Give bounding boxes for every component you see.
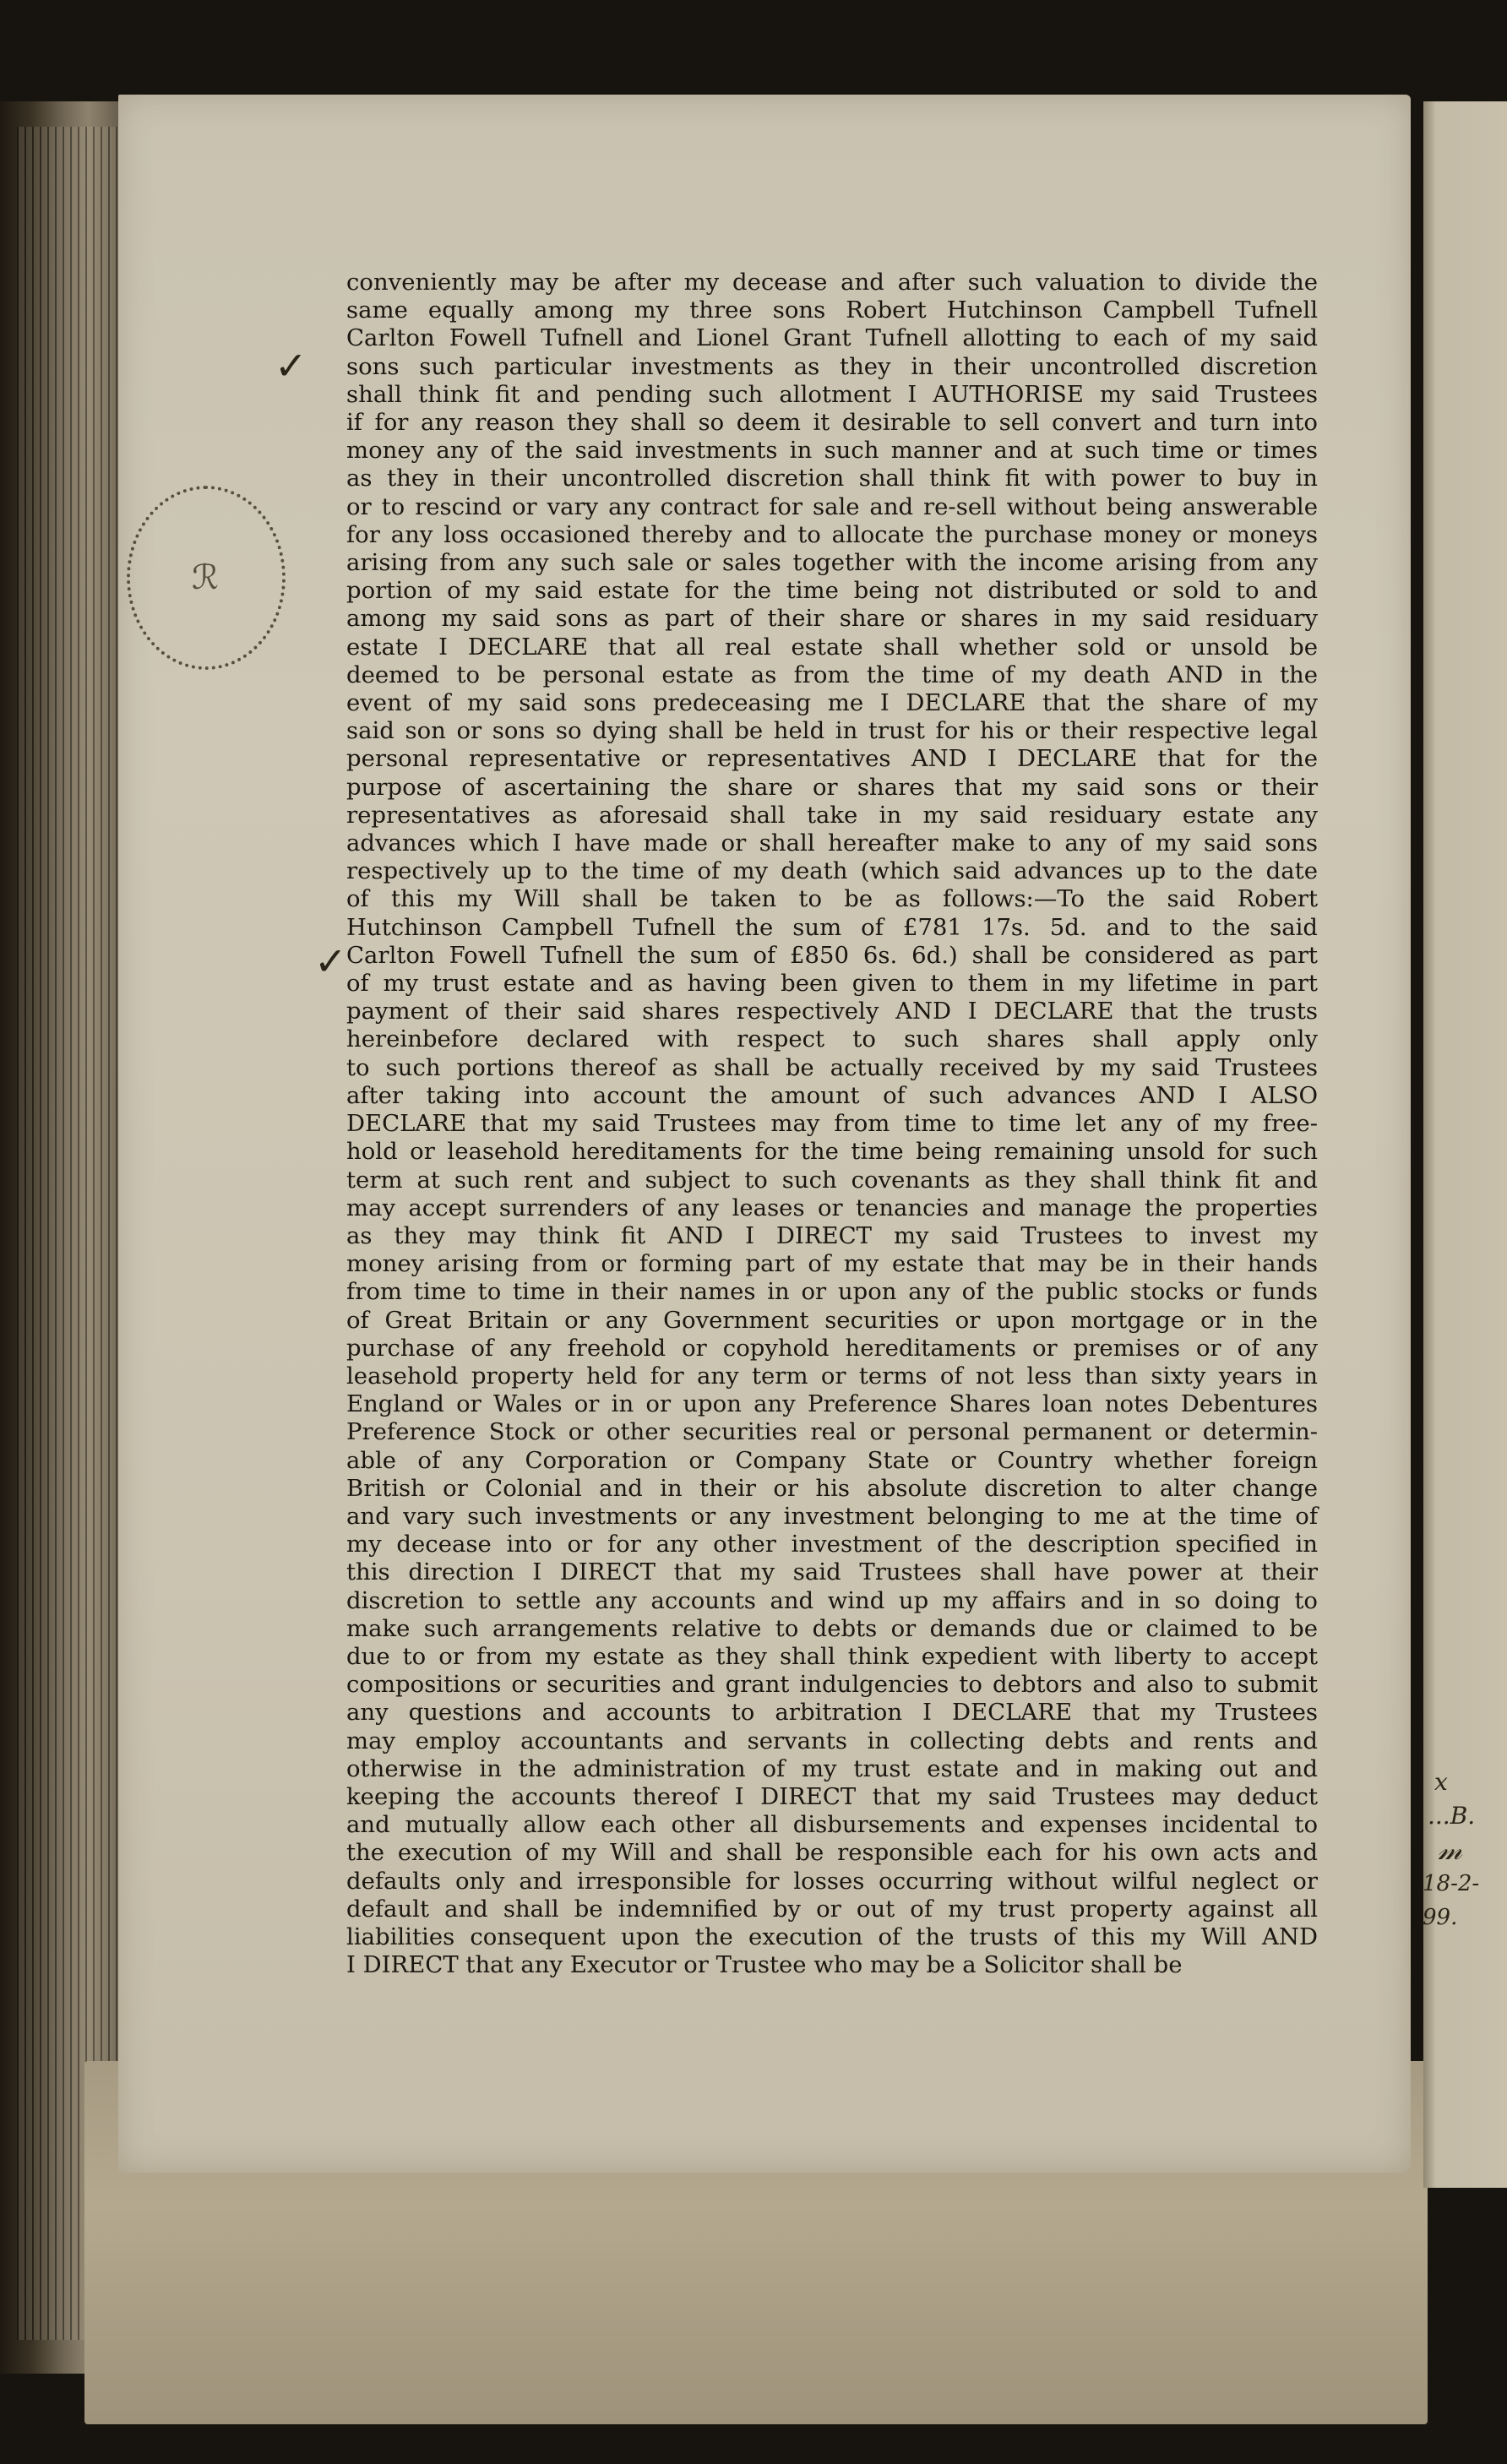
margin-note: 𝓂 xyxy=(1438,1833,1462,1867)
perforated-stamp xyxy=(127,486,286,670)
margin-note: ...B. xyxy=(1428,1802,1476,1830)
text-line: and vary such investments or any investment belonging to me at the time of xyxy=(346,1502,1318,1530)
text-line: same equally among my three sons Robert Hutchinson Campbell Tufnell xyxy=(346,296,1318,324)
text-line: to such portions thereof as shall be actually received by my said Trustees xyxy=(346,1053,1318,1081)
text-line: hold or leasehold hereditaments for the time being remaining unsold for such xyxy=(346,1138,1318,1166)
text-line: payment of their said shares respectively AND I DECLARE that the trusts xyxy=(346,998,1318,1025)
margin-annotations xyxy=(1423,1765,1507,1951)
check-mark-icon: ✓ xyxy=(314,938,347,984)
text-line: the execution of my Will and shall be responsible each for his own acts and xyxy=(346,1839,1318,1867)
text-line: respectively up to the time of my death (which said advances up to the date xyxy=(346,857,1318,885)
text-line: after taking into account the amount of such advances AND I ALSO xyxy=(346,1081,1318,1109)
text-line: leasehold property held for any term or terms of not less than sixty years in xyxy=(346,1362,1318,1390)
text-line: I DIRECT that any Executor or Trustee who may be a Solicitor shall be xyxy=(346,1951,1183,1979)
text-line: keeping the accounts thereof I DIRECT that my said Trustees may deduct xyxy=(346,1782,1318,1810)
text-line: portion of my said estate for the time being not distributed or sold to and xyxy=(346,577,1318,605)
text-line: discretion to settle any accounts and wind up my affairs and in so doing to xyxy=(346,1586,1318,1614)
text-line: term at such rent and subject to such covenants as they shall think fit and xyxy=(346,1166,1318,1194)
text-line: Carlton Fowell Tufnell the sum of £850 6s. 6d.) shall be considered as part xyxy=(346,941,1318,969)
text-line: may employ accountants and servants in collecting debts and rents and xyxy=(346,1727,1318,1754)
text-line: able of any Corporation or Company State or Country whether foreign xyxy=(346,1446,1318,1474)
check-mark-icon: ✓ xyxy=(275,343,307,389)
text-line: Hutchinson Campbell Tufnell the sum of £781 17s. 5d. and to the said xyxy=(346,913,1318,941)
stamp-mark: ℛ xyxy=(192,558,220,597)
text-line: arising from any such sale or sales together with the income arising from any xyxy=(346,549,1318,577)
text-line: said son or sons so dying shall be held in trust for his or their respective legal xyxy=(346,717,1318,745)
text-line: DECLARE that my said Trustees may from time to time let any of my free- xyxy=(346,1110,1318,1138)
text-line: of Great Britain or any Government securities or upon mortgage or in the xyxy=(346,1306,1318,1334)
text-line: this direction I DIRECT that my said Trustees shall have power at their xyxy=(346,1558,1318,1586)
text-line: of this my Will shall be taken to be as follows:—To the said Robert xyxy=(346,885,1318,913)
text-line: deemed to be personal estate as from the time of my death AND in the xyxy=(346,661,1318,688)
text-line: make such arrangements relative to debts or demands due or claimed to be xyxy=(346,1614,1318,1642)
text-line: and mutually allow each other all disbursements and expenses incidental to xyxy=(346,1811,1318,1839)
text-line: or to rescind or vary any contract for sale and re-sell without being answerable xyxy=(346,492,1318,520)
text-line: from time to time in their names in or upon any of the public stocks or funds xyxy=(346,1278,1318,1306)
margin-date: 18-2-99. xyxy=(1423,1871,1480,1930)
text-line: money any of the said investments in such manner and at such time or times xyxy=(346,437,1318,465)
text-line: if for any reason they shall so deem it desirable to sell convert and turn into xyxy=(346,409,1318,437)
text-line: sons such particular investments as they in their uncontrolled discretion xyxy=(346,352,1318,380)
text-line: due to or from my estate as they shall think expedient with liberty to accept xyxy=(346,1642,1318,1670)
margin-note: x xyxy=(1434,1768,1448,1796)
text-line: England or Wales or in or upon any Preference Shares loan notes Debentures xyxy=(346,1390,1318,1418)
text-line: as they in their uncontrolled discretion shall think fit with power to buy in xyxy=(346,465,1318,492)
text-line: money arising from or forming part of my estate that may be in their hands xyxy=(346,1250,1318,1278)
text-line: default and shall be indemnified by or out of my trust property against all xyxy=(346,1895,1318,1923)
text-line: advances which I have made or shall hereafter make to any of my said sons xyxy=(346,829,1318,857)
text-line: personal representative or representatives AND I DECLARE that for the xyxy=(346,745,1318,773)
text-line: representatives as aforesaid shall take in my said residuary estate any xyxy=(346,801,1318,829)
page-edges xyxy=(17,127,118,2340)
text-line: my decease into or for any other investment of the description specified in xyxy=(346,1531,1318,1558)
text-line: liabilities consequent upon the execution of the trusts of this my Will AND xyxy=(346,1923,1318,1950)
text-line: compositions or securities and grant indulgencies to debtors and also to submit xyxy=(346,1671,1318,1699)
text-line: defaults only and irresponsible for losses occurring without wilful neglect or xyxy=(346,1867,1318,1895)
text-line: any questions and accounts to arbitration I DECLARE that my Trustees xyxy=(346,1699,1318,1727)
text-line: otherwise in the administration of my trust estate and in making out and xyxy=(346,1754,1318,1782)
will-text xyxy=(346,269,1318,1979)
text-line: as they may think fit AND I DIRECT my said Trustees to invest my xyxy=(346,1221,1318,1249)
text-line: estate I DECLARE that all real estate shall whether sold or unsold be xyxy=(346,633,1318,661)
text-line: British or Colonial and in their or his absolute discretion to alter change xyxy=(346,1474,1318,1502)
text-line: may accept surrenders of any leases or tenancies and manage the properties xyxy=(346,1194,1318,1221)
text-line: purchase of any freehold or copyhold hereditaments or premises or of any xyxy=(346,1334,1318,1362)
text-line: event of my said sons predeceasing me I DECLARE that the share of my xyxy=(346,689,1318,717)
text-line: Preference Stock or other securities real or personal permanent or determin- xyxy=(346,1418,1318,1446)
text-line: of my trust estate and as having been given to them in my lifetime in part xyxy=(346,970,1318,998)
text-line: purpose of ascertaining the share or shares that my said sons or their xyxy=(346,773,1318,801)
text-line: shall think fit and pending such allotment I AUTHORISE my said Trustees xyxy=(346,380,1318,408)
text-line: Carlton Fowell Tufnell and Lionel Grant Tufnell allotting to each of my said xyxy=(346,324,1318,352)
text-line: hereinbefore declared with respect to such shares shall apply only xyxy=(346,1025,1318,1053)
text-line: for any loss occasioned thereby and to allocate the purchase money or moneys xyxy=(346,520,1318,548)
text-line: conveniently may be after my decease and after such valuation to divide the xyxy=(346,269,1318,296)
text-line: among my said sons as part of their share or shares in my said residuary xyxy=(346,605,1318,633)
